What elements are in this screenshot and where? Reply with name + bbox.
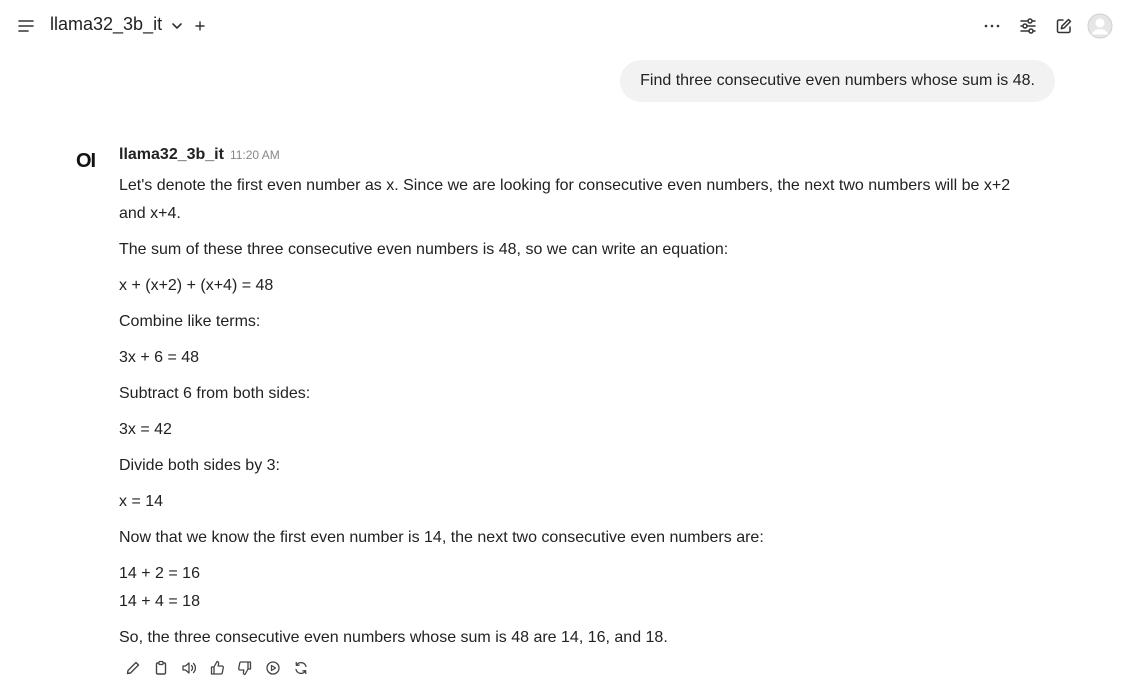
clipboard-icon xyxy=(153,660,169,676)
copy-button[interactable] xyxy=(147,655,175,681)
message-paragraph: Combine like terms: xyxy=(119,313,261,330)
top-bar xyxy=(0,0,1127,52)
pencil-icon xyxy=(125,660,141,676)
message-paragraph: Let's denote the first even number as x. Since we are looking for consecutive even numbers, the next two numbers will be x+2 and x+4. xyxy=(119,177,1011,222)
message-paragraph: The sum of these three consecutive even numbers is 48, so we can write an equation: xyxy=(119,241,729,258)
message-paragraph: x = 14 xyxy=(119,493,164,510)
message-paragraph: x + (x+2) + (x+4) = 48 xyxy=(119,277,274,294)
bad-response-button[interactable] xyxy=(231,655,259,681)
user-message-text: Find three consecutive even numbers whose sum is 48. xyxy=(640,72,1035,89)
user-message-bubble xyxy=(620,60,1055,102)
message-actions xyxy=(119,655,315,681)
chevron-down-icon xyxy=(171,22,183,30)
message-paragraph: 14 + 2 = 16 xyxy=(119,565,200,582)
user-avatar-icon xyxy=(1087,13,1113,39)
good-response-button[interactable] xyxy=(203,655,231,681)
model-selector-label[interactable]: llama32_3b_it xyxy=(50,14,163,34)
continue-response-button[interactable] xyxy=(259,655,287,681)
new-chat-button[interactable] xyxy=(1050,12,1078,40)
message-paragraph: 14 + 4 = 18 xyxy=(119,593,200,610)
thumbs-up-icon xyxy=(209,660,225,676)
edit-message-button[interactable] xyxy=(119,655,147,681)
plus-icon xyxy=(194,20,206,32)
assistant-avatar: OI xyxy=(76,150,96,172)
sliders-icon xyxy=(1019,17,1037,35)
message-paragraph: So, the three consecutive even numbers whose sum is 48 are 14, 16, and 18. xyxy=(119,629,668,646)
edit-icon xyxy=(1055,17,1073,35)
message-paragraph: Subtract 6 from both sides: xyxy=(119,385,311,402)
thumbs-down-icon xyxy=(237,660,253,676)
more-options-button[interactable] xyxy=(978,12,1006,40)
add-model-button[interactable] xyxy=(186,12,214,40)
speaker-icon xyxy=(181,660,197,676)
user-menu-button[interactable] xyxy=(1086,12,1114,40)
message-timestamp: 11:20 AM xyxy=(229,148,280,162)
message-paragraph: Divide both sides by 3: xyxy=(119,457,280,474)
regenerate-button[interactable] xyxy=(287,655,315,681)
more-icon xyxy=(984,24,1000,28)
sidebar-toggle-button[interactable] xyxy=(12,12,40,40)
message-paragraph: 3x = 42 xyxy=(119,421,172,438)
message-paragraph: 3x + 6 = 48 xyxy=(119,349,200,366)
menu-icon xyxy=(18,19,34,33)
assistant-message-body xyxy=(119,172,1039,652)
assistant-model-name: llama32_3b_it xyxy=(119,146,224,163)
message-paragraph: Now that we know the first even number is 14, the next two consecutive even numbers are: xyxy=(119,529,764,546)
read-aloud-button[interactable] xyxy=(175,655,203,681)
chat-controls-button[interactable] xyxy=(1014,12,1042,40)
play-icon xyxy=(265,660,281,676)
assistant-message xyxy=(119,146,1039,660)
assistant-message-header xyxy=(119,146,1039,170)
regenerate-icon xyxy=(293,660,309,676)
